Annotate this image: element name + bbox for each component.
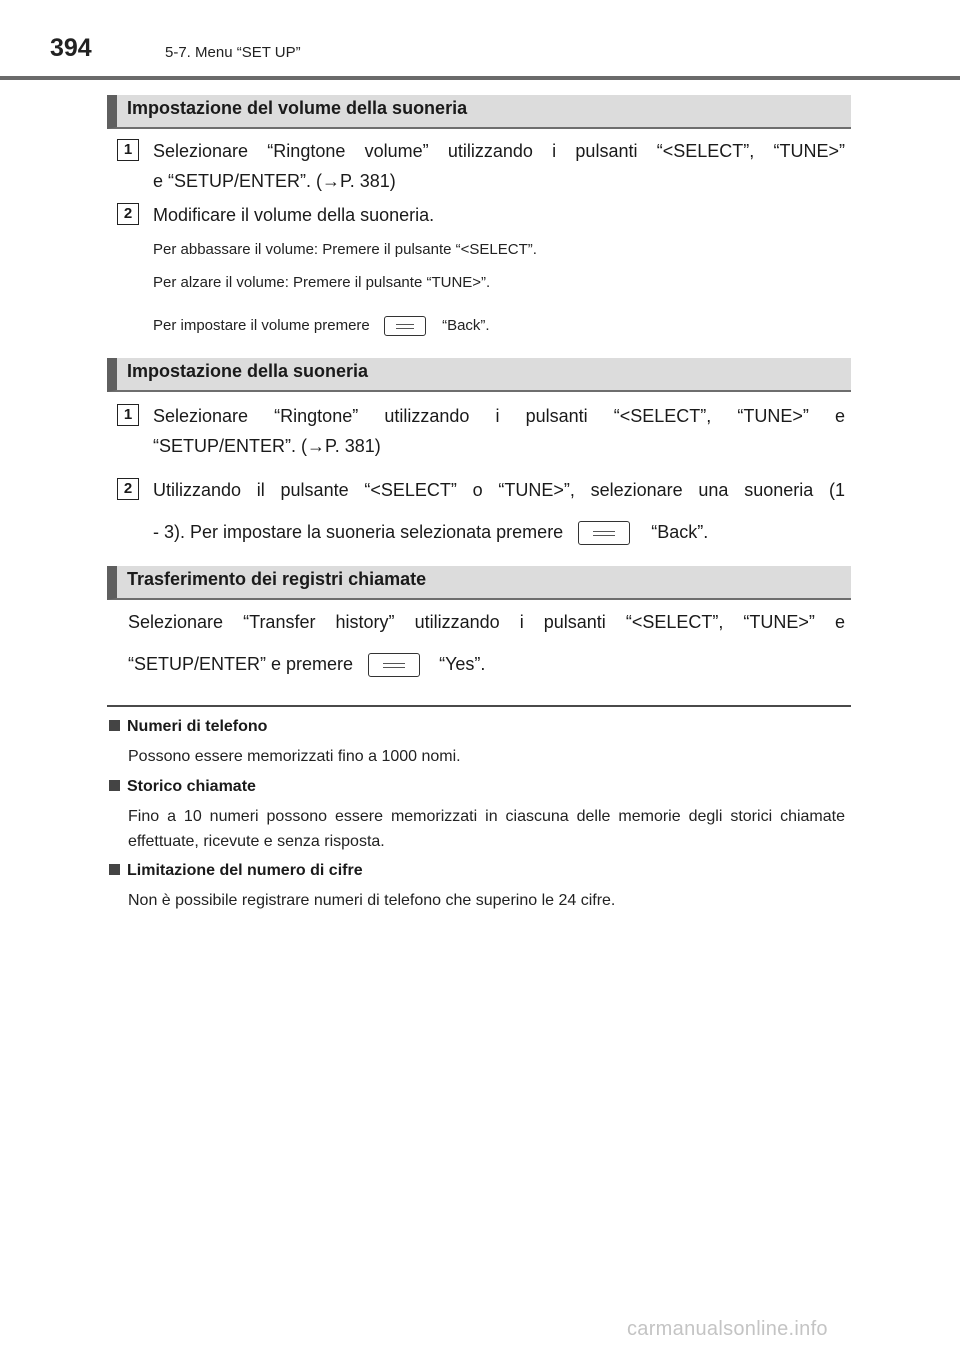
instruction-text: “Back”.	[442, 316, 490, 334]
square-bullet-icon	[109, 780, 120, 791]
step-text: Modificare il volume della suoneria.	[153, 205, 435, 225]
steering-switch-icon	[384, 316, 426, 336]
step-number-box: 1	[117, 139, 139, 161]
body-text: “Yes”.	[439, 653, 486, 674]
divider	[107, 705, 851, 707]
step-number-box: 2	[117, 203, 139, 225]
note-heading	[109, 862, 363, 880]
section-heading-text: Trasferimento dei registri chiamate	[127, 569, 427, 589]
note-title: Numeri di telefono	[127, 718, 268, 735]
note-body: Possono essere memorizzati fino a 1000 nomi.	[128, 748, 461, 765]
step-text: Utilizzando il pulsante “<SELECT” o “TUNE>”, selezionare una suoneria (1	[153, 480, 845, 500]
steering-switch-icon	[368, 653, 420, 677]
step-text-line	[153, 517, 845, 547]
section-title: 5-7. Menu “SET UP”	[165, 44, 301, 61]
note-title: Storico chiamate	[127, 778, 256, 795]
body-text: “SETUP/ENTER” e premere	[128, 653, 354, 674]
step-text: - 3). Per impostare la suoneria selezionata premere	[153, 522, 564, 542]
body-text-line	[128, 653, 845, 677]
step-text: “Back”.	[651, 522, 709, 542]
instruction-text: Per abbassare il volume: Premere il pulsante “<SELECT”.	[153, 241, 537, 258]
square-bullet-icon	[109, 720, 120, 731]
note-heading	[109, 778, 256, 796]
steering-switch-icon	[578, 521, 630, 545]
instruction-text: Per impostare il volume premere	[153, 316, 370, 334]
step-number-box: 2	[117, 478, 139, 500]
step-text: e “SETUP/ENTER”. (→P. 381)	[153, 171, 396, 191]
note-body: Fino a 10 numeri possono essere memorizzati in ciascuna delle memorie degli storici chiamate effettuate, ricevute e senza risposta.	[128, 808, 845, 850]
step-text: Selezionare “Ringtone volume” utilizzando i pulsanti “<SELECT”, “TUNE>”	[153, 141, 845, 161]
page-header	[0, 0, 960, 80]
header-rule	[0, 76, 960, 80]
section-heading-text: Impostazione del volume della suoneria	[127, 98, 468, 118]
body-text: Selezionare “Transfer history” utilizzando i pulsanti “<SELECT”, “TUNE>” e	[128, 612, 845, 632]
section-heading-ringtone	[107, 358, 851, 392]
note-heading	[109, 718, 267, 736]
instruction-line	[153, 316, 490, 336]
step-text: “SETUP/ENTER”. (→P. 381)	[153, 436, 381, 456]
step-number-box: 1	[117, 404, 139, 426]
section-heading-text: Impostazione della suoneria	[127, 361, 369, 381]
note-title: Limitazione del numero di cifre	[127, 862, 363, 879]
section-heading-volume	[107, 95, 851, 129]
watermark: carmanualsonline.info	[627, 1318, 828, 1340]
square-bullet-icon	[109, 864, 120, 875]
instruction-text: Per alzare il volume: Premere il pulsante “TUNE>”.	[153, 274, 491, 291]
section-heading-transfer	[107, 566, 851, 600]
step-text: Selezionare “Ringtone” utilizzando i pulsanti “<SELECT”, “TUNE>” e	[153, 406, 845, 426]
page-number: 394	[50, 34, 92, 62]
note-body: Non è possibile registrare numeri di telefono che superino le 24 cifre.	[128, 892, 616, 909]
